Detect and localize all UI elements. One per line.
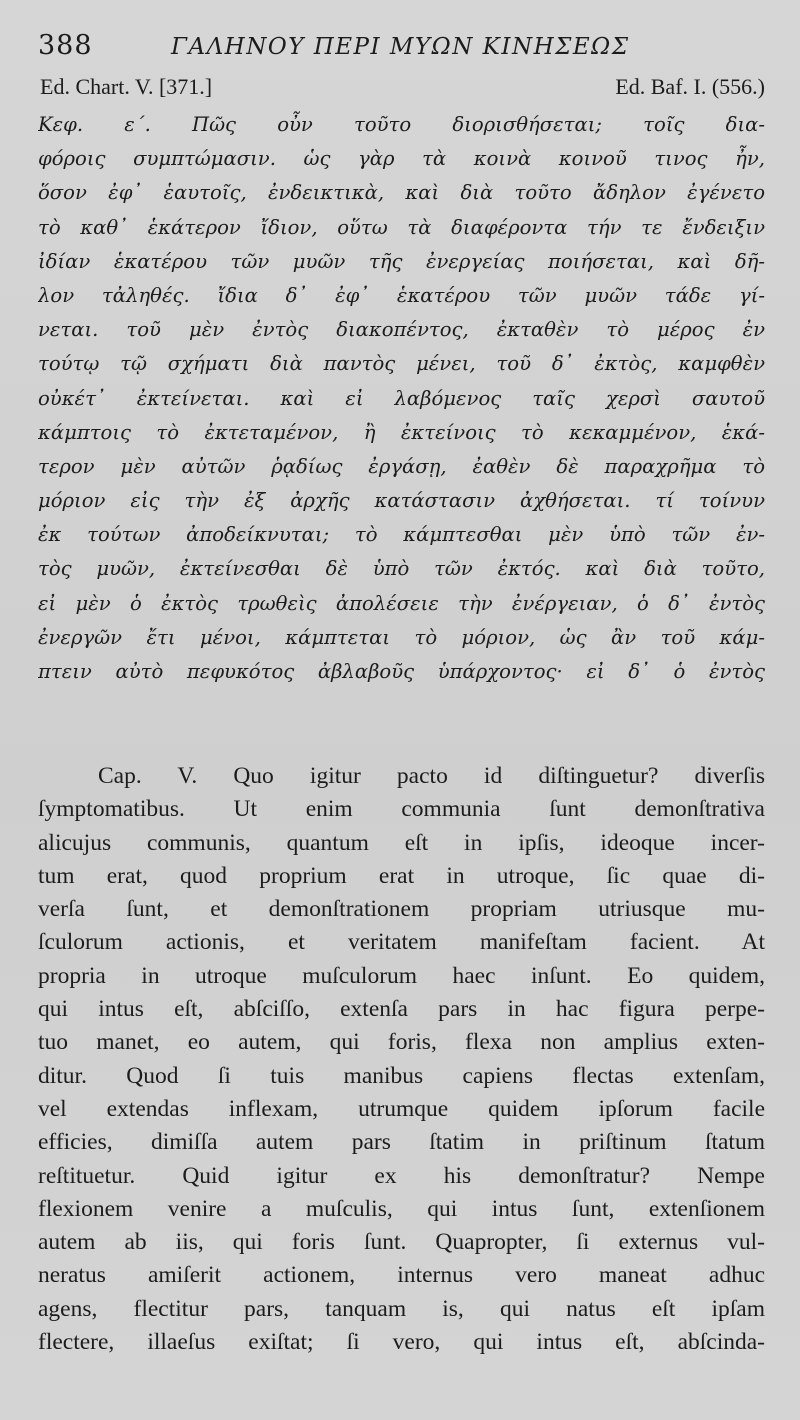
latin-line: ditur. Quod ſi tuis manibus capiens flectas extenſam, — [38, 1062, 765, 1089]
latin-line: ſymptomatibus. Ut enim communia ſunt demonſtrativa — [38, 796, 765, 823]
greek-line: ἰδίαν ἑκατέρου τῶν μυῶν τῆς ἐνεργείας ποιήσεται, καὶ δῆ- — [38, 249, 765, 273]
edition-references — [40, 74, 765, 104]
greek-line: ὅσον ἐφ᾽ ἑαυτοῖς, ἐνδεικτικὰ, καὶ διὰ τοῦτο ἄδηλον ἐγένετο — [38, 181, 765, 205]
greek-line: Κεφ. ε΄. Πῶς οὖν τοῦτο διορισθήσεται; τοῖς δια- — [38, 113, 765, 136]
greek-line: νεται. τοῦ μὲν ἐντὸς διακοπέντος, ἐκταθὲν τὸ μέρος ἐν — [38, 318, 765, 342]
latin-line: alicujus communis, quantum eſt in ipſis, ideoque incer- — [38, 829, 765, 856]
latin-line: efficies, dimiſſa autem pars ſtatim in priſtinum ſtatum — [38, 1129, 765, 1156]
greek-line: οὐκέτ᾽ ἐκτείνεται. καὶ εἰ λαβόμενος ταῖς χερσὶ σαυτοῦ — [38, 386, 765, 410]
latin-line: reſtituetur. Quid igitur ex his demonſtratur? Nempe — [38, 1162, 765, 1189]
latin-line: autem ab iis, qui foris ſunt. Quapropter, ſi externus vul- — [38, 1229, 765, 1256]
latin-line: agens, flectitur pars, tanquam is, qui natus eſt ipſam — [38, 1295, 765, 1322]
latin-line: Cap. V. Quo igitur pacto id diſtinguetur? diverſis — [98, 763, 765, 789]
greek-line: τὸς μυῶν, ἐκτείνεσθαι δὲ ὑπὸ τῶν ἐκτός. καὶ διὰ τοῦτο, — [38, 557, 765, 581]
greek-line: κάμπτοις τὸ ἐκτεταμένον, ἢ ἐκτείνοις τὸ κεκαμμένον, ἑκά- — [38, 420, 765, 444]
latin-line: vel extendas inflexam, utrumque quidem ipſorum facile — [38, 1095, 765, 1122]
greek-line: ἐνεργῶν ἔτι μένοι, κάμπτεται τὸ μόριον, ὡς ἂν τοῦ κάμ- — [38, 625, 765, 649]
greek-line: λον τἀληθές. ἴδια δ᾽ ἐφ᾽ ἑκατέρου τῶν μυῶν τάδε γί- — [38, 283, 765, 307]
greek-line: ἐκ τούτων ἀποδείκνυται; τὸ κάμπτεσθαι μὲν ὑπὸ τῶν ἐν- — [38, 523, 765, 547]
latin-line: qui intus eſt, abſciſſo, extenſa pars in hac figura perpe- — [38, 996, 765, 1023]
greek-line: πτειν αὐτὸ πεφυκότος ἀβλαβοῦς ὑπάρχοντος· εἰ δ᾽ ὁ ἐντὸς — [38, 660, 765, 683]
greek-line: φόροις συμπτώμασιν. ὡς γὰρ τὰ κοινὰ κοινοῦ τινος ἦν, — [38, 147, 765, 171]
edition-basel-reference: Ed. Baf. I. (556.) — [615, 74, 765, 99]
greek-line: μόριον εἰς τὴν ἐξ ἀρχῆς κατάστασιν ἀχθήσεται. τί τοίνυν — [38, 489, 765, 513]
greek-line: τὸ καθ᾽ ἑκάτερον ἴδιον, οὕτω τὰ διαφέροντα τήν τε ἔνδειξιν — [38, 215, 765, 239]
latin-line: flexionem venire a muſculis, qui intus ſunt, extenſionem — [38, 1195, 765, 1222]
greek-line: εἰ μὲν ὁ ἐκτὸς τρωθεὶς ἀπολέσειε τὴν ἐνέργειαν, ὁ δ᾽ ἐντὸς — [38, 591, 765, 615]
greek-line: τερον μὲν αὐτῶν ῥᾳδίως ἐργάσῃ, ἐαθὲν δὲ παραχρῆμα τὸ — [38, 454, 765, 478]
latin-line: propria in utroque muſculorum haec inſunt. Eo quidem, — [38, 962, 765, 989]
latin-line: flectere, illaeſus exiſtat; ſi vero, qui intus eſt, abſcinda- — [38, 1329, 765, 1356]
latin-line: verſa ſunt, et demonſtrationem propriam utriusque mu- — [38, 896, 765, 923]
latin-line: neratus amiſerit actionem, internus vero maneat adhuc — [38, 1262, 765, 1289]
greek-text-block — [38, 108, 765, 689]
latin-text-block — [38, 760, 765, 1359]
edition-chart-reference: Ed. Chart. V. [371.] — [40, 74, 213, 99]
latin-line: tum erat, quod proprium erat in utroque, ſic quae di- — [38, 862, 765, 889]
latin-line: ſculorum actionis, et veritatem manifeſtam facient. At — [38, 929, 765, 956]
latin-line: tuo manet, eo autem, qui foris, flexa non amplius exten- — [38, 1029, 765, 1056]
running-title: ΓΑΛΗΝΟΥ ΠΕΡΙ ΜΥΩΝ ΚΙΝΗΣΕΩΣ — [171, 34, 630, 60]
page-number: 388 — [38, 30, 93, 61]
running-head — [38, 30, 768, 64]
greek-line: τούτῳ τῷ σχήματι διὰ παντὸς μένει, τοῦ δ᾽ ἐκτὸς, καμφθὲν — [38, 352, 765, 376]
